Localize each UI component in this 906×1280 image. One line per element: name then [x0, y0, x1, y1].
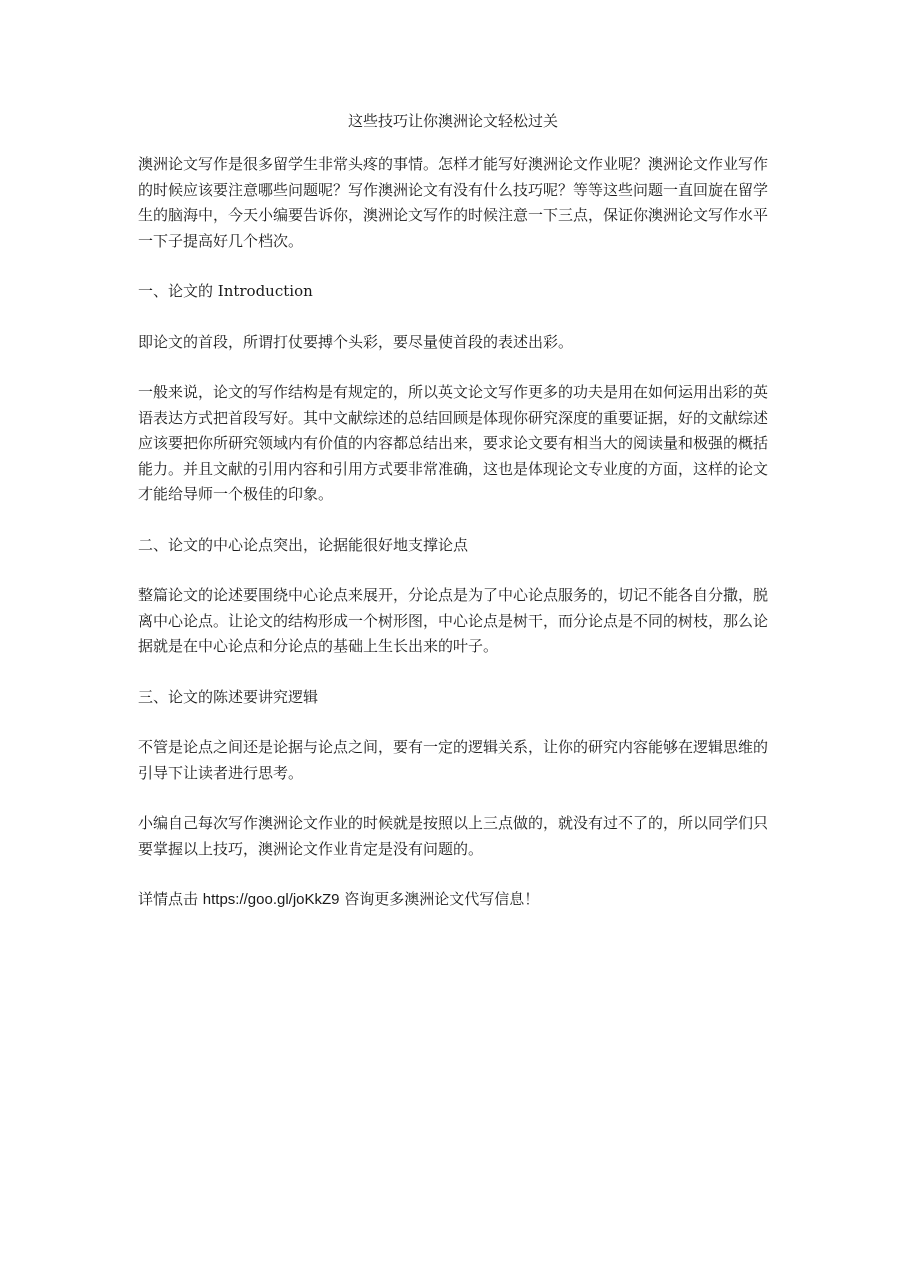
footer-prefix: 详情点击 [138, 890, 203, 908]
intro-paragraph: 澳洲论文写作是很多留学生非常头疼的事情。怎样才能写好澳洲论文作业呢？澳洲论文作业写作的时候应该要注意哪些问题呢？写作澳洲论文有没有什么技巧呢？等等这些问题一直回旋在留学生的脑海中，今天小编要告诉你，澳洲论文写作的时候注意一下三点，保证你澳洲论文写作水平一下子提高好几个档次。 [138, 155, 769, 250]
section-1-heading: 一、论文的 Introduction [138, 282, 313, 300]
footer-suffix: 咨询更多澳洲论文代写信息！ [339, 890, 540, 908]
section-2-heading: 二、论文的中心论点突出，论据能很好地支撑论点 [138, 535, 469, 554]
section-3-paragraph-1: 不管是论点之间还是论据与论点之间，要有一定的逻辑关系，让你的研究内容能够在逻辑思维的引导下让读者进行思考。 [138, 738, 769, 782]
section-3-heading: 三、论文的陈述要讲究逻辑 [138, 687, 319, 706]
document-page [138, 108, 768, 938]
section-2-paragraph-1: 整篇论文的论述要围绕中心论点来展开，分论点是为了中心论点服务的，切记不能各自分撒，脱离中心论点。让论文的结构形成一个树形图，中心论点是树干，而分论点是不同的树枝，那么论据就是在中心论点和分论点的基础上生长出来的叶子。 [138, 586, 769, 655]
section-1-paragraph-1: 即论文的首段，所谓打仗要搏个头彩，要尽量使首段的表述出彩。 [138, 332, 574, 351]
details-link[interactable]: https://goo.gl/joKkZ9 [202, 891, 340, 908]
document-title: 这些技巧让你澳洲论文轻松过关 [347, 112, 558, 130]
conclusion-paragraph: 小编自己每次写作澳洲论文作业的时候就是按照以上三点做的，就没有过不了的，所以同学们只要掌握以上技巧，澳洲论文作业肯定是没有问题的。 [138, 814, 769, 858]
section-1-paragraph-2: 一般来说，论文的写作结构是有规定的，所以英文论文写作更多的功夫是用在如何运用出彩的英语表达方式把首段写好。其中文献综述的总结回顾是体现你研究深度的重要证据，好的文献综述应该要把你所研究领域内有价值的内容都总结出来，要求论文要有相当大的阅读量和极强的概括能力。并且文献的引用内容和引用方式要非常准确，这也是体现论文专业度的方面，这样的论文才能给导师一个极佳的印象。 [138, 383, 769, 503]
footer-line [138, 887, 768, 913]
